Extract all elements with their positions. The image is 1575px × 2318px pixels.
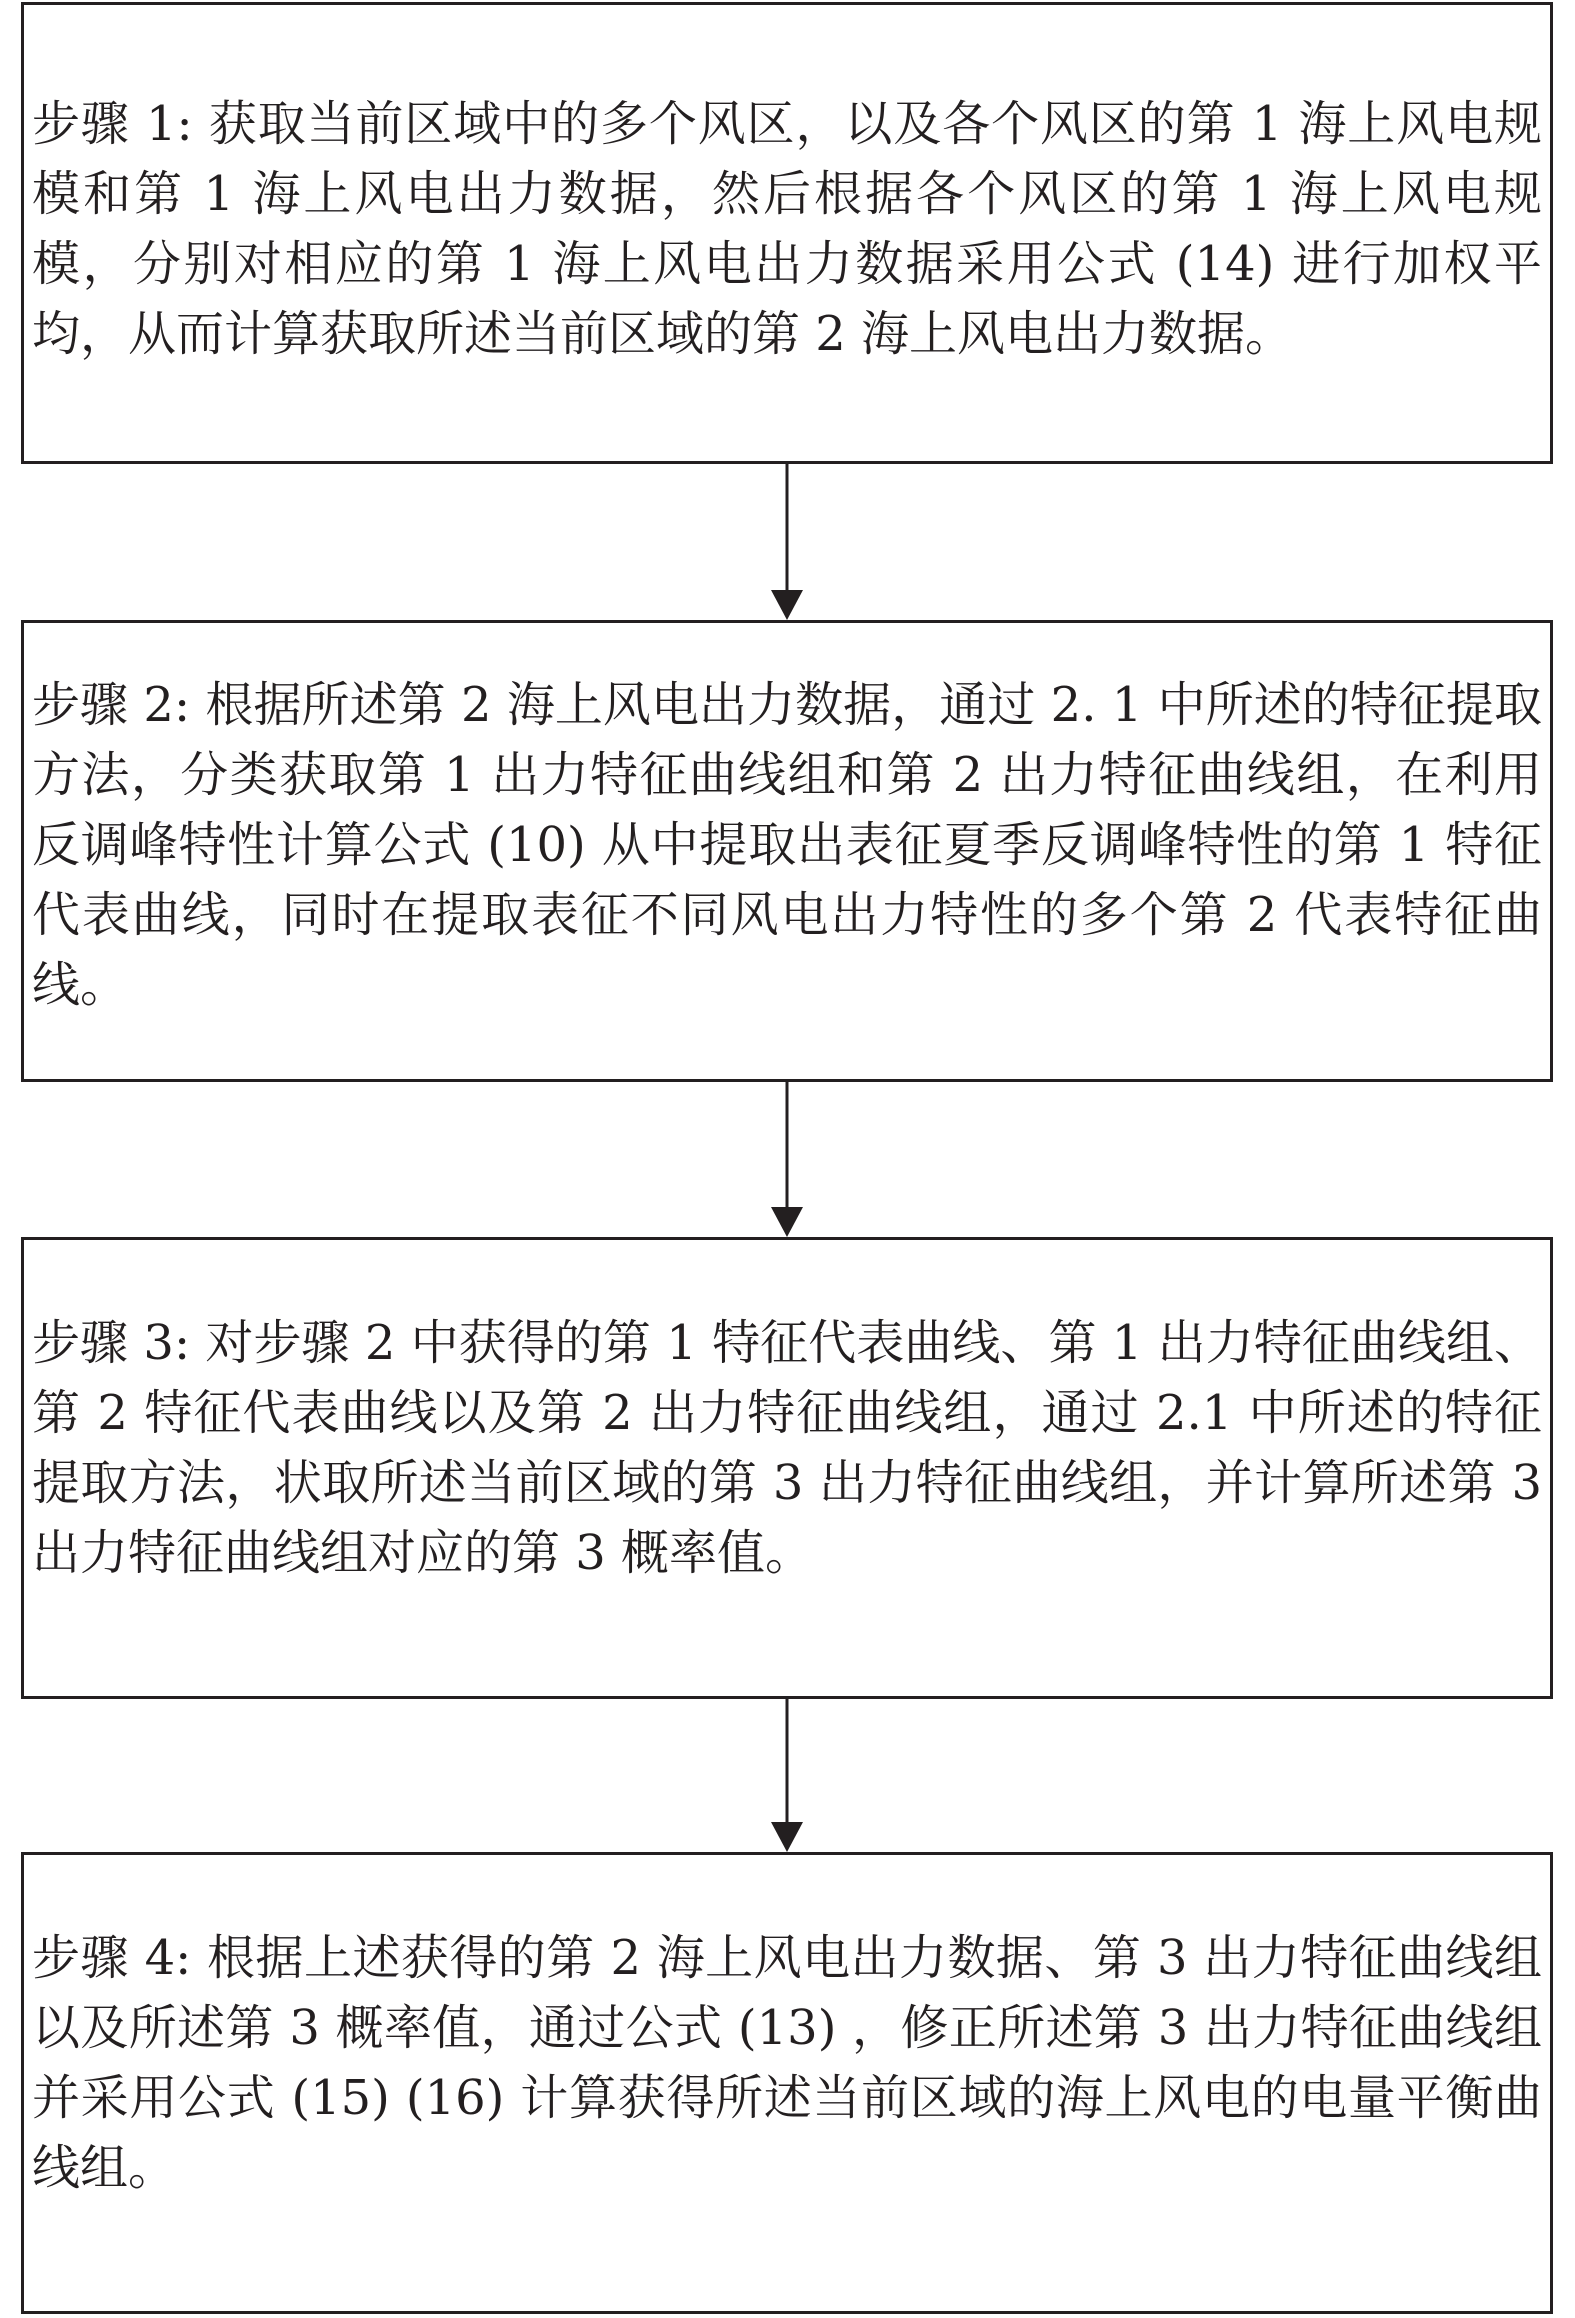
- arrow-2-to-3: [771, 1082, 803, 1237]
- step-2-text: 步骤 2: 根据所述第 2 海上风电出力数据，通过 2. 1 中所述的特征提取方法，分类获取第 1 出力特征曲线组和第 2 出力特征曲线组，在利用反调峰特性计算公式 (10) 从中提取出表征夏季反调峰特性的第 1 特征代表曲线，同时在提取表征不同风电出力特性的多个第 2 代表特征曲线。: [32, 677, 1542, 1013]
- step-2-box: [21, 620, 1553, 1082]
- step-4-text: 步骤 4: 根据上述获得的第 2 海上风电出力数据、第 3 出力特征曲线组以及所述第 3 概率值，通过公式 (13) ，修正所述第 3 出力特征曲线组并采用公式 (15) (16) 计算获得所述当前区域的海上风电的电量平衡曲线组。: [32, 1930, 1542, 2196]
- step-1-box: [21, 2, 1553, 464]
- step-3-box: [21, 1237, 1553, 1699]
- step-4-box: [21, 1852, 1553, 2314]
- arrow-1-to-2: [771, 464, 803, 620]
- arrow-3-to-4: [771, 1699, 803, 1852]
- step-3-text: 步骤 3: 对步骤 2 中获得的第 1 特征代表曲线、第 1 出力特征曲线组、第 2 特征代表曲线以及第 2 出力特征曲线组，通过 2.1 中所述的特征提取方法，状取所述当前区域的第 3 出力特征曲线组，并计算所述第 3 出力特征曲线组对应的第 3 概率值。: [32, 1315, 1542, 1581]
- step-1-text: 步骤 1: 获取当前区域中的多个风区，以及各个风区的第 1 海上风电规模和第 1 海上风电出力数据，然后根据各个风区的第 1 海上风电规模，分别对相应的第 1 海上风电出力数据采用公式 (14) 进行加权平均，从而计算获取所述当前区域的第 2 海上风电出力数据。: [32, 96, 1542, 362]
